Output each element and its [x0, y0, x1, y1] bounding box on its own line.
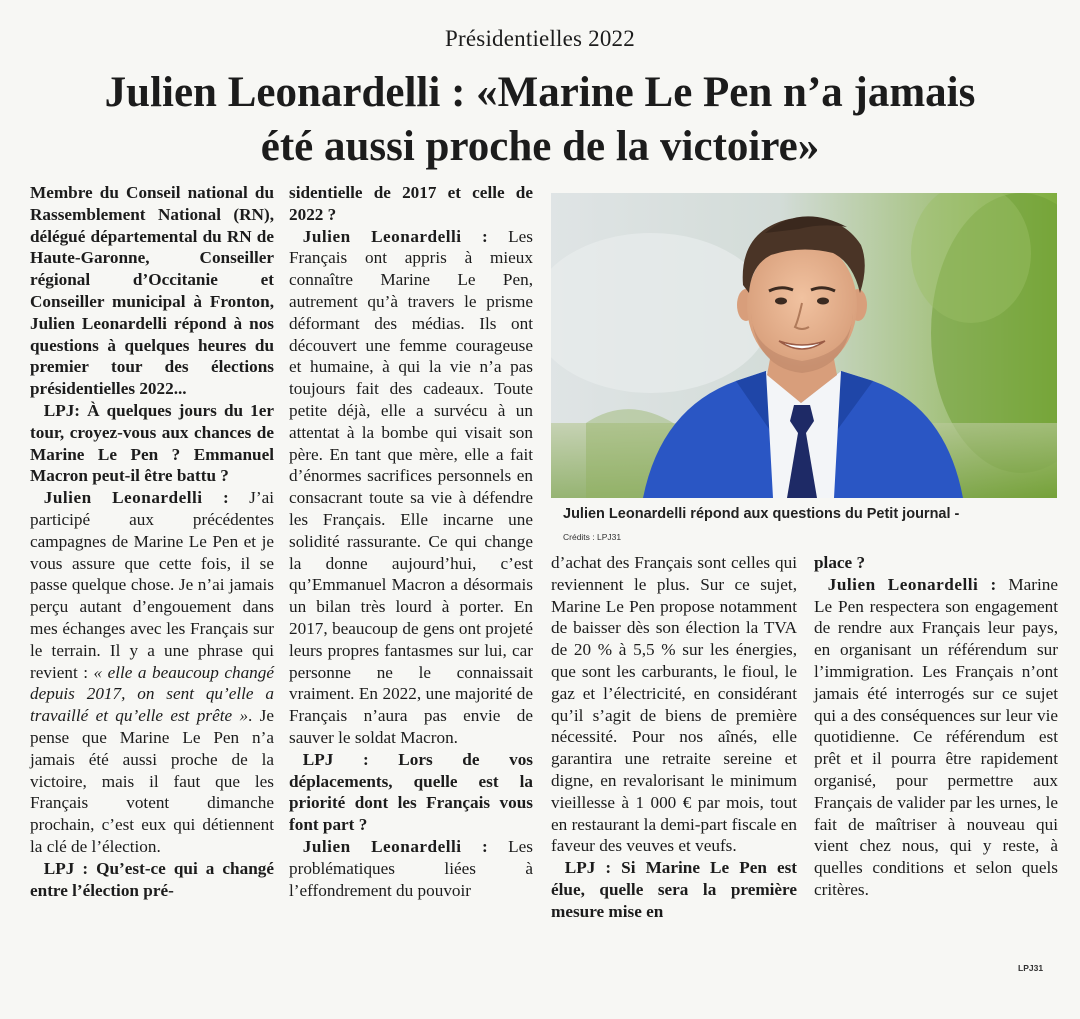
- speaker-name: Julien Leonardelli :: [43, 488, 230, 508]
- intro-paragraph: Membre du Conseil national du Rassemblement National (RN), délégué départemental du RN de Haute-Garonne, Conseiller régional d’Occitanie et Conseiller municipal à Fronton, Julien Leonardelli répond à nos questions à quelques heures du premier tour des élections présidentielles 2022...: [30, 183, 274, 399]
- article-column-4: [814, 552, 1058, 901]
- article-column-3: [551, 552, 797, 923]
- answer-1: Julien Leonardelli : J’ai participé aux précédentes campagnes de Marine Le Pen et je vous assure que cette fois, il se passe quelque chose. Je n’ai jamais perçu autant d’engouement dans mes échanges avec les Français sur le terrain. Il y a une phrase qui revient : « elle a beaucoup changé depuis 2017, on sent qu’elle a travaillé et qu’elle est prête ». Je pense que Marine Le Pen n’a jamais été aussi proche de la victoire, mais il faut que les Français votent dimanche prochain, c’est eux qui détiennent la clé de l’élection.: [30, 488, 274, 856]
- speaker-name: Julien Leonardelli :: [302, 226, 489, 246]
- speaker-name: Julien Leonardelli :: [302, 836, 489, 856]
- article-column-2: [289, 182, 533, 901]
- question-3: LPJ : Lors de vos déplacements, quelle est la priorité dont les Français vous font part ?: [289, 749, 533, 835]
- photo-credits: Crédits : LPJ31: [563, 532, 622, 542]
- photo-caption: Julien Leonardelli répond aux questions du Petit journal -: [563, 506, 960, 522]
- headline-line-1: Julien Leonardelli : «Marine Le Pen n’a jamais: [104, 69, 976, 116]
- headline: [0, 66, 1080, 174]
- question-1: LPJ: À quelques jours du 1er tour, croyez-vous aux chances de Marine Le Pen ? Emmanuel Macron peut-il être battu ?: [30, 400, 274, 486]
- answer-2: Julien Leonardelli : Les Français ont appris à mieux connaître Marine Le Pen, autrement qu’à travers le prisme déformant des médias. Ils ont découvert une femme courageuse et humaine, à qui la vie n’a pas toujours fait des cadeaux. Toute petite déjà, elle a survécu à un attentat à la bombe qui visait son père. En tant que mère, elle a fait d’énormes sacrifices personnels en consacrant toute sa vie à défendre les Français. Elle incarne une solidité rassurante. Ce qui change la donne aujourd’hui, c’est qu’Emmanuel Macron a désormais un bilan très lourd à porter. En 2017, beaucoup de gens ont projeté leurs propres fantasmes sur lui, car personne ne le connaissait vraiment. En 2022, une majorité de Français n’aura pas envie de sauver le soldat Macron.: [289, 226, 533, 747]
- portrait-photo: [551, 193, 1057, 498]
- question-4-start: LPJ : Si Marine Le Pen est élue, quelle sera la première mesure mise en: [551, 858, 797, 921]
- answer-1-quote: « elle a beaucoup changé depuis 2017, on sent qu’elle a travaillé et qu’elle est prête »: [30, 662, 274, 726]
- headline-line-2: été aussi proche de la victoire»: [260, 123, 820, 170]
- question-4-end: place ?: [814, 553, 866, 572]
- section-kicker: Présidentielles 2022: [445, 26, 635, 51]
- author-signature: LPJ31: [1018, 963, 1044, 973]
- question-2-end: sidentielle de 2017 et celle de 2022 ?: [289, 183, 533, 224]
- speaker-name: Julien Leonardelli :: [827, 574, 997, 594]
- article-column-1: [30, 182, 274, 901]
- answer-3-start: Julien Leonardelli : Les problématiques liées à l’effondrement du pouvoir: [289, 836, 533, 900]
- question-2-start: LPJ : Qu’est-ce qui a changé entre l’élection pré-: [30, 858, 274, 900]
- answer-4: Julien Leonardelli : Marine Le Pen respectera son engagement de rendre aux Français leur pays, en organisant un référendum sur l’immigration. Les Français n’ont jamais été interrogés sur ce sujet qui a des conséquences sur leur vie quotidienne. Ce référendum est prêt et il pourra être rapidement organisé, pour permettre aux Français de valider par les urnes, le fait de maîtriser à nouveau qui vient chez nous, qui y reste, à quelles conditions et selon quels critères.: [814, 574, 1058, 899]
- answer-3-end: d’achat des Français sont celles qui reviennent le plus. Sur ce sujet, Marine Le Pen propose notamment de baisser dès son élection la TVA de 20 % à 5,5 % sur les énergies, que sont les carburants, le fioul, le gaz et l’électricité, en considérant qu’il s’agit de biens de première nécessité. Pour nos aînés, elle garantira une retraite sereine et digne, en revalorisant le minimum vieillesse à 1 000 € par mois, tout en restaurant la demi-part fiscale en faveur des veuves et veufs.: [551, 553, 797, 856]
